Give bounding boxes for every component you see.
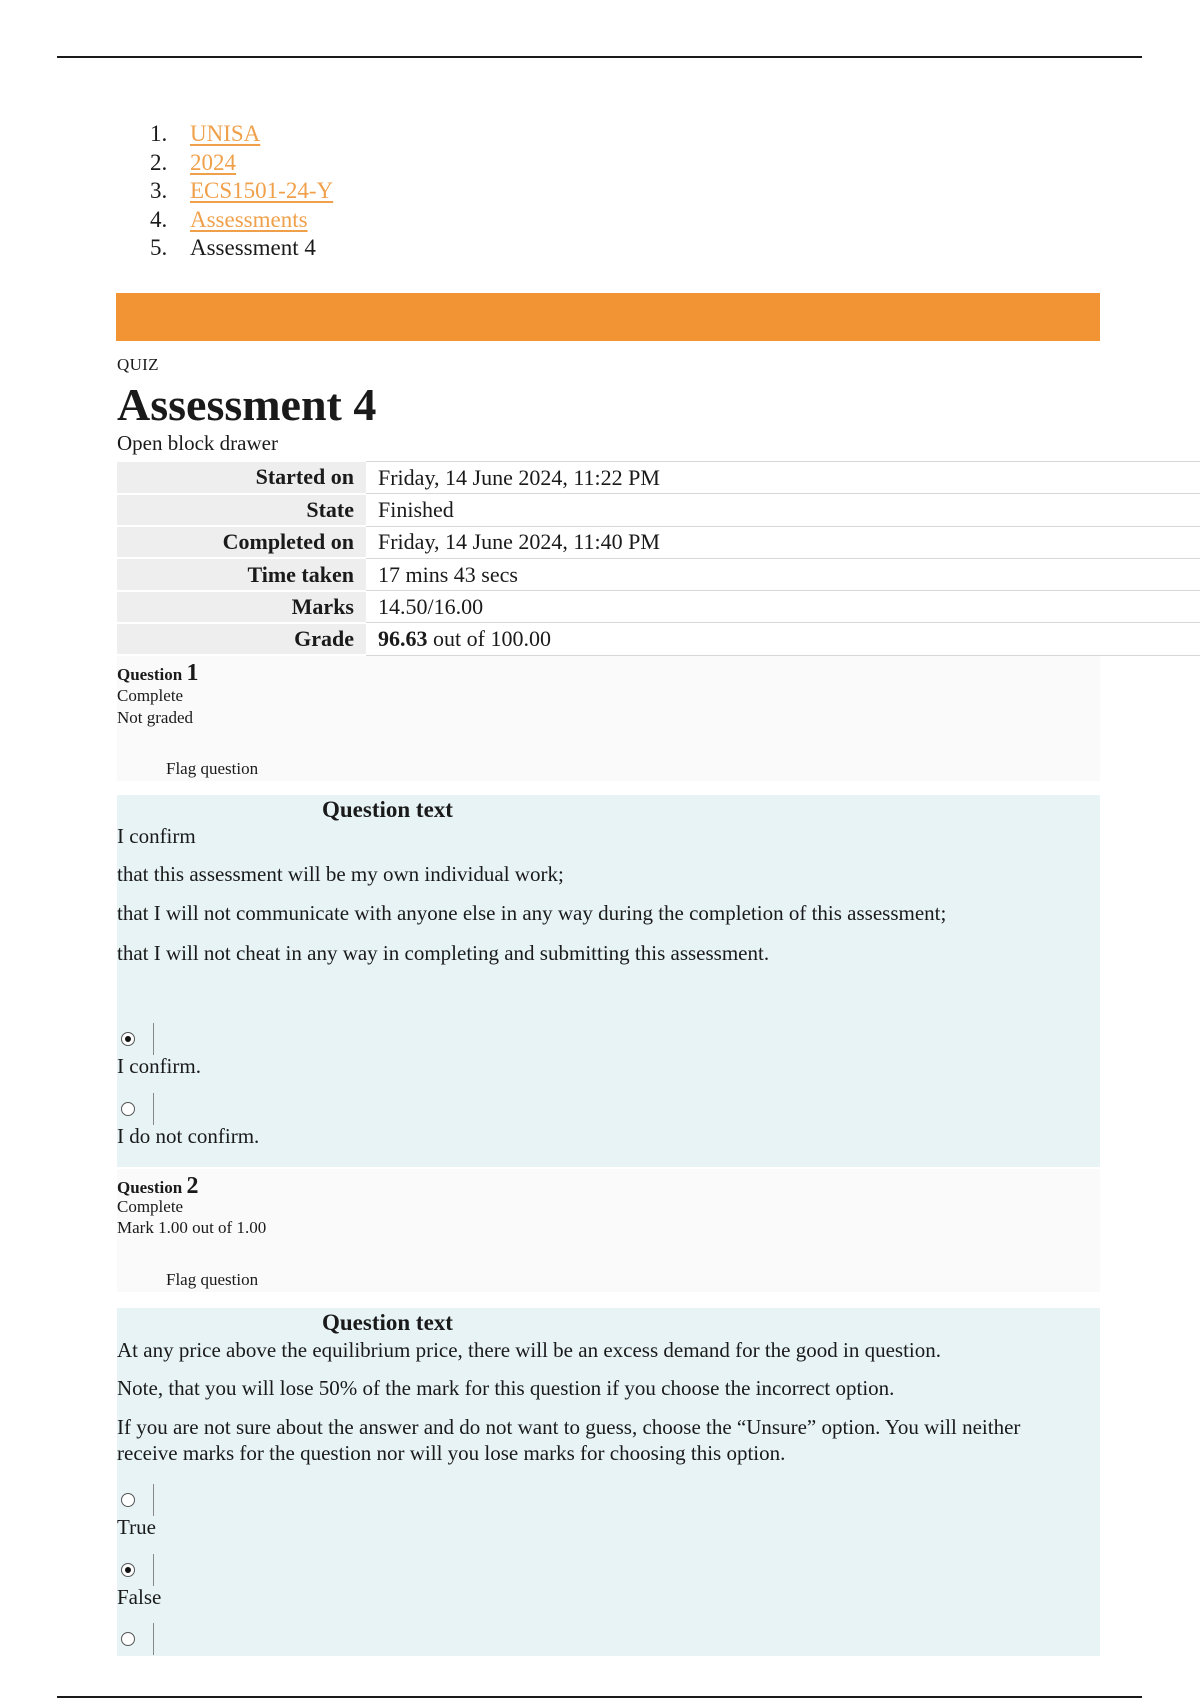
radio-divider	[153, 1484, 154, 1516]
breadcrumb-number: 1.	[150, 121, 168, 146]
question-text-heading: Question text	[322, 797, 453, 822]
summary-label: State	[117, 494, 366, 526]
summary-value	[366, 623, 1200, 655]
question-paragraph: At any price above the equilibrium price, there will be an excess demand for the good in question.	[117, 1338, 941, 1362]
question-label: Question	[117, 1178, 183, 1197]
flag-question-button[interactable]: Flag question	[166, 759, 259, 778]
answer-radio-unsure[interactable]	[121, 1632, 135, 1646]
breadcrumb-current: Assessment 4	[190, 235, 316, 260]
breadcrumb-link-course[interactable]: ECS1501-24-Y	[190, 178, 334, 203]
breadcrumb-number: 3.	[150, 178, 168, 203]
question-paragraph: that I will not cheat in any way in completing and submitting this assessment.	[117, 941, 770, 965]
page-title: Assessment 4	[117, 379, 377, 430]
question-1-info	[117, 656, 1100, 781]
open-block-drawer-link[interactable]: Open block drawer	[117, 431, 278, 455]
header-banner	[116, 293, 1100, 341]
question-text-heading: Question text	[322, 1310, 453, 1335]
breadcrumb-item	[150, 234, 333, 263]
answer-label: True	[117, 1515, 156, 1539]
page-kicker: QUIZ	[117, 355, 159, 374]
breadcrumb-item	[150, 120, 333, 149]
breadcrumb-number: 4.	[150, 206, 168, 232]
summary-label: Grade	[117, 623, 366, 655]
summary-value: 14.50/16.00	[366, 591, 1200, 623]
summary-row	[117, 462, 1200, 494]
answer-label: False	[117, 1585, 162, 1609]
summary-row	[117, 558, 1200, 590]
answer-radio-i-do-not-confirm[interactable]	[121, 1102, 135, 1116]
attempt-summary-table	[117, 461, 1200, 656]
summary-value: Finished	[366, 494, 1200, 526]
question-state: Complete	[117, 686, 184, 705]
answer-label: I confirm.	[117, 1054, 201, 1078]
question-paragraph: that I will not communicate with anyone else in any way during the completion of this assessment;	[117, 901, 947, 925]
question-grade: Not graded	[117, 708, 194, 727]
summary-value: Friday, 14 June 2024, 11:40 PM	[366, 526, 1200, 558]
breadcrumb-number: 5.	[150, 235, 168, 260]
breadcrumb-number: 2.	[150, 149, 168, 175]
summary-label: Completed on	[117, 526, 366, 558]
breadcrumb-link-assessments[interactable]: Assessments	[190, 206, 308, 232]
radio-divider	[153, 1623, 154, 1655]
bottom-rule	[57, 1696, 1142, 1698]
summary-row	[117, 623, 1200, 655]
breadcrumb-item	[150, 206, 333, 235]
radio-divider	[153, 1554, 154, 1586]
summary-row	[117, 494, 1200, 526]
question-grade: Mark 1.00 out of 1.00	[117, 1218, 267, 1237]
breadcrumb-link-unisa[interactable]: UNISA	[190, 121, 261, 146]
answer-radio-false[interactable]	[121, 1563, 135, 1577]
summary-value: Friday, 14 June 2024, 11:22 PM	[366, 462, 1200, 494]
radio-divider	[153, 1023, 154, 1055]
summary-label: Started on	[117, 462, 366, 494]
radio-divider	[153, 1093, 154, 1125]
grade-out-of: out of 100.00	[427, 626, 551, 652]
question-label: Question	[117, 665, 183, 684]
question-1-content	[117, 795, 1100, 1167]
top-rule	[57, 56, 1142, 58]
question-number-value: 1	[186, 660, 199, 686]
question-number	[117, 1173, 198, 1200]
question-2-info	[117, 1169, 1100, 1292]
question-paragraph: that this assessment will be my own individual work;	[117, 862, 564, 886]
breadcrumb-link-year[interactable]: 2024	[190, 149, 236, 175]
breadcrumb-item	[150, 177, 333, 206]
summary-label: Time taken	[117, 558, 366, 590]
question-number-value: 2	[186, 1173, 199, 1199]
summary-row	[117, 526, 1200, 558]
question-paragraph: If you are not sure about the answer and do not want to guess, choose the “Unsure” option. You will neither receive marks for the question nor will you lose marks for choosing this option.	[117, 1415, 1021, 1465]
question-2-content	[117, 1308, 1100, 1656]
summary-label: Marks	[117, 591, 366, 623]
answer-radio-i-confirm[interactable]	[121, 1032, 135, 1046]
answer-label: I do not confirm.	[117, 1124, 260, 1148]
breadcrumb	[150, 120, 333, 263]
question-number	[117, 660, 198, 687]
summary-value: 17 mins 43 secs	[366, 558, 1200, 590]
question-paragraph: I confirm	[117, 824, 196, 848]
question-state: Complete	[117, 1197, 184, 1216]
flag-question-button[interactable]: Flag question	[166, 1270, 259, 1289]
breadcrumb-item	[150, 149, 333, 178]
grade-value: 96.63	[378, 626, 428, 652]
summary-row	[117, 591, 1200, 623]
answer-radio-true[interactable]	[121, 1493, 135, 1507]
question-paragraph: Note, that you will lose 50% of the mark for this question if you choose the incorrect option.	[117, 1376, 895, 1400]
